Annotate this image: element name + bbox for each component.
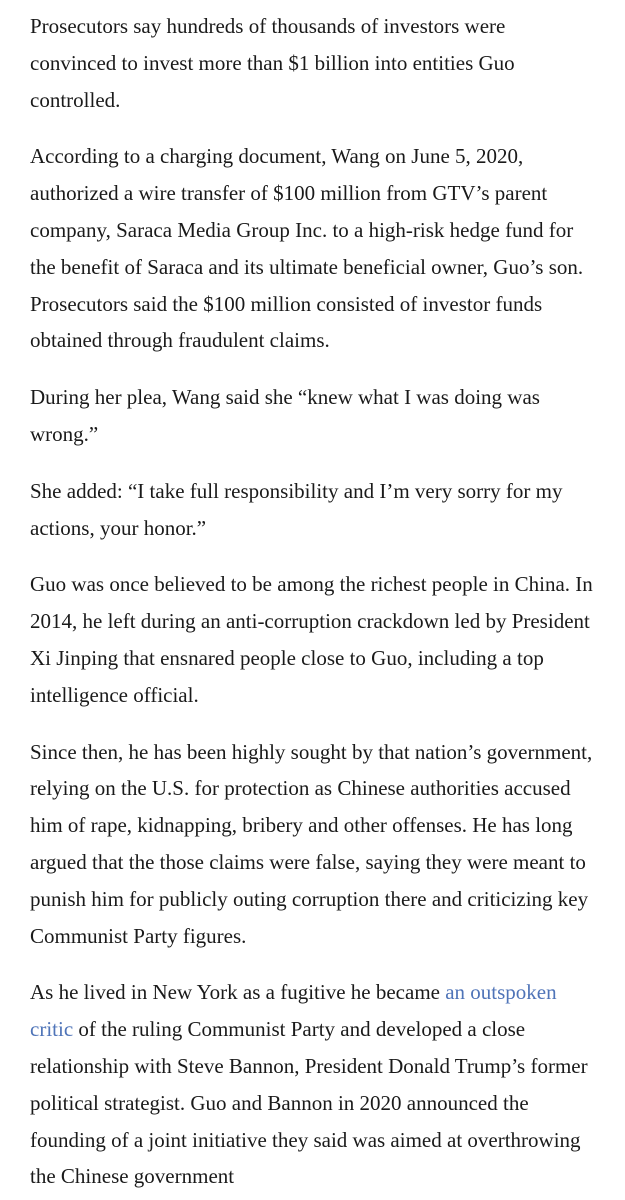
- paragraph-text-after-link: of the ruling Communist Party and developed a close relationship with Steve Bannon, President Donald Trump’s former political strategist. Guo and Bannon in 2020 announced the founding of a joint initiative they said was aimed at overthrowing the Chinese government: [30, 1017, 588, 1189]
- paragraph-investors: Prosecutors say hundreds of thousands of investors were convinced to invest more than $1 billion into entities Guo controlled.: [30, 14, 515, 112]
- paragraph-text-before-link: As he lived in New York as a fugitive he became: [30, 980, 446, 1005]
- outspoken-critic-link[interactable]: an outspoken critic: [30, 980, 557, 1042]
- paragraph-plea: During her plea, Wang said she “knew what I was doing was wrong.”: [30, 385, 540, 446]
- paragraph-responsibility: She added: “I take full responsibility and I’m very sorry for my actions, your honor.”: [30, 478, 563, 540]
- paragraph-bannon-relationship: [30, 974, 595, 1195]
- paragraph-sought-by-government: Since then, he has been highly sought by that nation’s government, relying on the U.S. for protection as Chinese authorities accused him of rape, kidnapping, bribery and other offenses. He has long argued that the those claims were false, saying they were meant to punish him for publicly outing corruption there and criticizing key Communist Party figures.: [30, 739, 593, 948]
- paragraph-guo-background: Guo was once believed to be among the richest people in China. In 2014, he left during an anti-corruption crackdown led by President Xi Jinping that ensnared people close to Guo, including a top intelligence official.: [30, 572, 593, 707]
- paragraph-wire-transfer: According to a charging document, Wang on June 5, 2020, authorized a wire transfer of $100 million from GTV’s parent company, Saraca Media Group Inc. to a high-risk hedge fund for the benefit of Saraca and its ultimate beneficial owner, Guo’s son. Prosecutors said the $100 million consisted of investor funds obtained through fraudulent claims.: [30, 144, 584, 353]
